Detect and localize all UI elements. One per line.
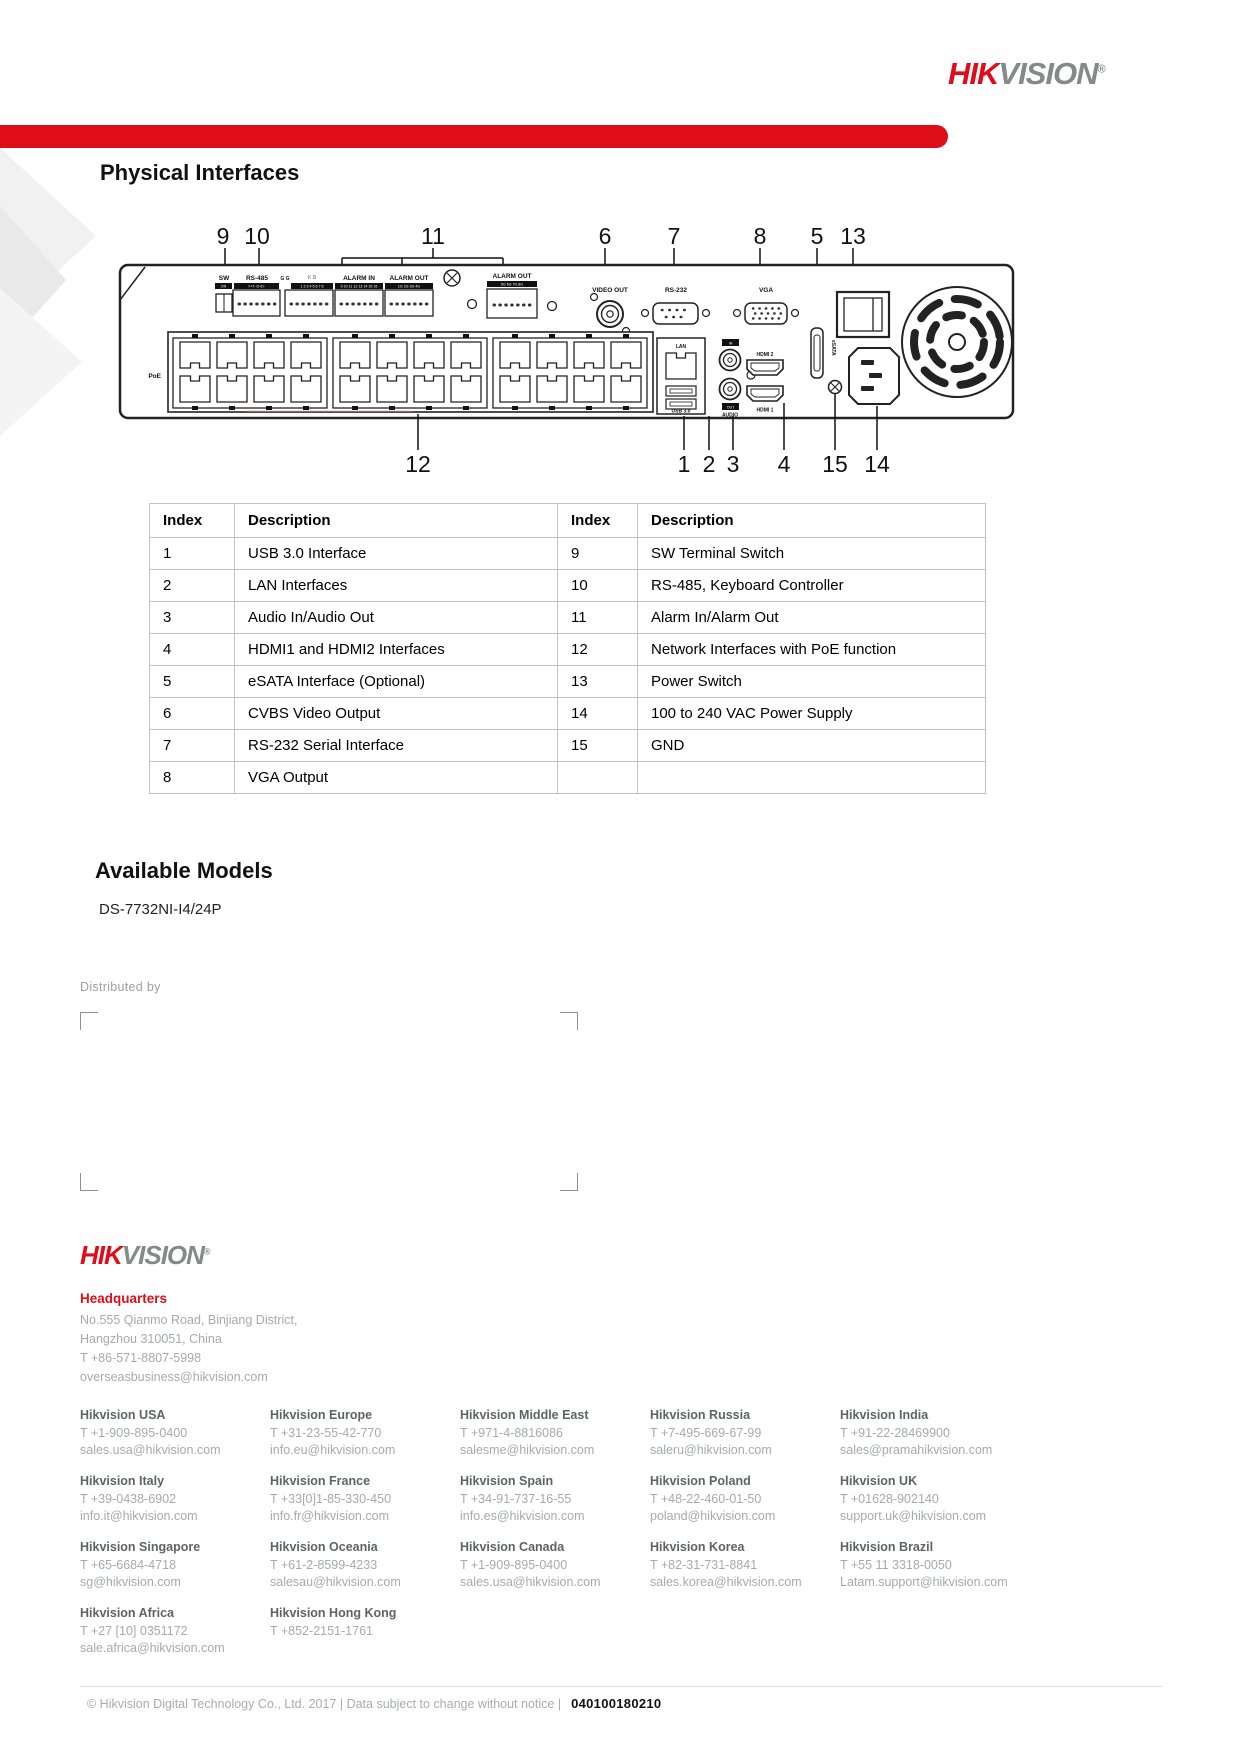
headquarters-title: Headquarters: [80, 1291, 168, 1306]
svg-text:RS-485: RS-485: [245, 275, 269, 282]
svg-text:HDMI 1: HDMI 1: [756, 407, 774, 414]
copyright-text: © Hikvision Digital Technology Co., Ltd. 2017 | Data subject to change without notice |: [87, 1697, 562, 1711]
svg-text:14: 14: [864, 451, 890, 477]
svg-text:SW: SW: [218, 275, 230, 282]
svg-text:9 10 11 12 13 14 15 16: 9 10 11 12 13 14 15 16: [340, 284, 378, 289]
table-row: 1 USB 3.0 Interface 9 SW Terminal Switch: [150, 538, 986, 570]
contact-entry: Hikvision USA T +1-909-895-0400 sales.usa@hikvision.com: [80, 1408, 221, 1457]
power-inlet: [849, 348, 899, 404]
svg-text:1: 1: [677, 451, 691, 477]
physical-interfaces-title: Physical Interfaces: [100, 160, 300, 185]
headquarters-phone: T +86-571-8807-5998: [80, 1351, 202, 1365]
svg-text:5: 5: [810, 223, 824, 249]
col-header: Description: [638, 504, 986, 538]
logo-hik: HIK: [948, 56, 999, 91]
svg-text:VGA: VGA: [758, 287, 774, 294]
svg-text:PoE: PoE: [148, 373, 161, 380]
model-number: DS-7732NI-I4/24P: [99, 901, 222, 918]
svg-text:1 2 3 4 5 6 7 8: 1 2 3 4 5 6 7 8: [300, 284, 324, 289]
table-row: 6 CVBS Video Output 14 100 to 240 VAC Power Supply: [150, 698, 986, 730]
alarm-terminal-blocks: [216, 289, 537, 318]
contact-entry: Hikvision Singapore T +65-6684-4718 sg@hikvision.com: [80, 1540, 201, 1589]
table-row: 7 RS-232 Serial Interface 15 GND: [150, 730, 986, 762]
svg-text:11: 11: [421, 223, 445, 249]
svg-text:IN: IN: [728, 341, 733, 346]
svg-text:T+T- D+D-: T+T- D+D-: [248, 284, 265, 289]
svg-text:ALARM OUT: ALARM OUT: [492, 273, 532, 280]
headquarters-email: overseasbusiness@hikvision.com: [80, 1370, 268, 1384]
rear-panel-diagram: [105, 190, 1015, 480]
distributor-box-corner: [80, 1012, 98, 1030]
svg-text:15: 15: [822, 451, 848, 477]
lan-usb-recess: [657, 338, 705, 415]
registered-mark: ®: [1097, 63, 1105, 76]
svg-text:2: 2: [702, 451, 716, 477]
table-row: 3 Audio In/Audio Out 11 Alarm In/Alarm Out: [150, 602, 986, 634]
contact-entry: Hikvision Italy T +39-0438-6902 info.it@hikvision.com: [80, 1474, 198, 1523]
brand-red-bar: [0, 125, 948, 148]
table-row: 2 LAN Interfaces 10 RS-485, Keyboard Controller: [150, 570, 986, 602]
contact-entry: Hikvision Europe T +31-23-55-42-770 info.eu@hikvision.com: [270, 1408, 396, 1457]
callouts-top: [217, 223, 866, 249]
contact-entry: Hikvision Oceania T +61-2-8599-4233 salesau@hikvision.com: [270, 1540, 401, 1589]
table-row: 4 HDMI1 and HDMI2 Interfaces 12 Network Interfaces with PoE function: [150, 634, 986, 666]
svg-text:6: 6: [598, 223, 612, 249]
svg-text:13: 13: [840, 223, 866, 249]
col-header: Index: [150, 504, 235, 538]
svg-text:AUDIO: AUDIO: [721, 412, 739, 419]
interface-table: [149, 503, 986, 794]
power-switch: [837, 292, 889, 337]
contact-entry: Hikvision Korea T +82-31-731-8841 sales.korea@hikvision.com: [650, 1540, 802, 1589]
svg-text:K B: K B: [307, 275, 317, 281]
headquarters-block: [80, 1291, 297, 1387]
svg-text:HDMI 2: HDMI 2: [756, 352, 774, 358]
logo-vision: VISION: [121, 1240, 204, 1270]
svg-text:ALARM OUT: ALARM OUT: [389, 275, 429, 282]
svg-text:12: 12: [405, 451, 431, 477]
svg-text:eSATA: eSATA: [830, 340, 836, 356]
distributed-by-label: Distributed by: [80, 980, 161, 994]
callouts-bottom: [405, 451, 890, 477]
contact-entry: Hikvision Middle East T +971-4-8816086 salesme@hikvision.com: [460, 1408, 595, 1457]
table-row: 5 eSATA Interface (Optional) 13 Power Switch: [150, 666, 986, 698]
svg-text:VIDEO OUT: VIDEO OUT: [592, 287, 628, 294]
gnd-screw: [829, 381, 842, 394]
logo-hik: HIK: [80, 1240, 122, 1270]
regional-contacts-grid: [80, 1408, 1030, 1672]
col-header: Description: [235, 504, 558, 538]
contact-entry: Hikvision Brazil T +55 11 3318-0050 Latam.support@hikvision.com: [840, 1540, 1008, 1589]
contact-entry: Hikvision Russia T +7-495-669-67-99 saleru@hikvision.com: [650, 1408, 772, 1457]
hikvision-logo: [948, 56, 1105, 92]
svg-text:ALARM IN: ALARM IN: [343, 275, 375, 282]
available-models-title: Available Models: [95, 858, 273, 883]
document-code: 040100180210: [571, 1696, 662, 1711]
contact-entry: Hikvision Africa T +27 [10] 0351172 sale.africa@hikvision.com: [80, 1606, 225, 1655]
copyright-line: [87, 1696, 661, 1711]
svg-text:ON: ON: [220, 284, 227, 289]
contact-entry: Hikvision UK T +01628-902140 support.uk@hikvision.com: [840, 1474, 987, 1523]
headquarters-address: Hangzhou 310051, China: [80, 1332, 222, 1346]
svg-text:1G 2G 3G 4G: 1G 2G 3G 4G: [397, 284, 421, 289]
table-header-row: [150, 504, 986, 538]
contact-entry: Hikvision Poland T +48-22-460-01-50 poland@hikvision.com: [650, 1474, 776, 1523]
col-header: Index: [558, 504, 638, 538]
svg-text:G G: G G: [280, 276, 290, 282]
svg-text:LAN: LAN: [675, 344, 687, 350]
distributor-box-corner: [560, 1173, 578, 1191]
footer-divider: [80, 1686, 1162, 1687]
svg-text:OUT: OUT: [726, 405, 735, 410]
contact-entry: Hikvision France T +33[0]1-85-330-450 info.fr@hikvision.com: [270, 1474, 392, 1523]
footer-hikvision-logo: [80, 1240, 210, 1271]
contact-entry: Hikvision Hong Kong T +852-2151-1761: [270, 1606, 397, 1638]
contact-entry: Hikvision India T +91-22-28469900 sales@pramahikvision.com: [840, 1408, 993, 1457]
table-row: 8 VGA Output: [150, 762, 986, 794]
svg-text:9: 9: [216, 223, 230, 249]
headquarters-address: No.555 Qianmo Road, Binjiang District,: [80, 1313, 298, 1327]
svg-text:3: 3: [726, 451, 740, 477]
distributor-box-corner: [80, 1173, 98, 1191]
watermark-arrow: [0, 148, 110, 438]
logo-vision: VISION: [998, 56, 1098, 91]
poe-port-section: [148, 332, 653, 412]
contact-entry: Hikvision Spain T +34-91-737-16-55 info.es@hikvision.com: [460, 1474, 585, 1523]
svg-text:RS-232: RS-232: [664, 287, 688, 294]
svg-text:7: 7: [667, 223, 681, 249]
svg-text:10: 10: [244, 223, 270, 249]
svg-text:8: 8: [753, 223, 767, 249]
svg-text:5G 6G 7G 8G: 5G 6G 7G 8G: [500, 282, 524, 287]
distributor-box-corner: [560, 1012, 578, 1030]
registered-mark: ®: [203, 1246, 210, 1257]
svg-text:USB 3.0: USB 3.0: [671, 408, 691, 415]
svg-text:4: 4: [777, 451, 791, 477]
contact-entry: Hikvision Canada T +1-909-895-0400 sales.usa@hikvision.com: [460, 1540, 601, 1589]
